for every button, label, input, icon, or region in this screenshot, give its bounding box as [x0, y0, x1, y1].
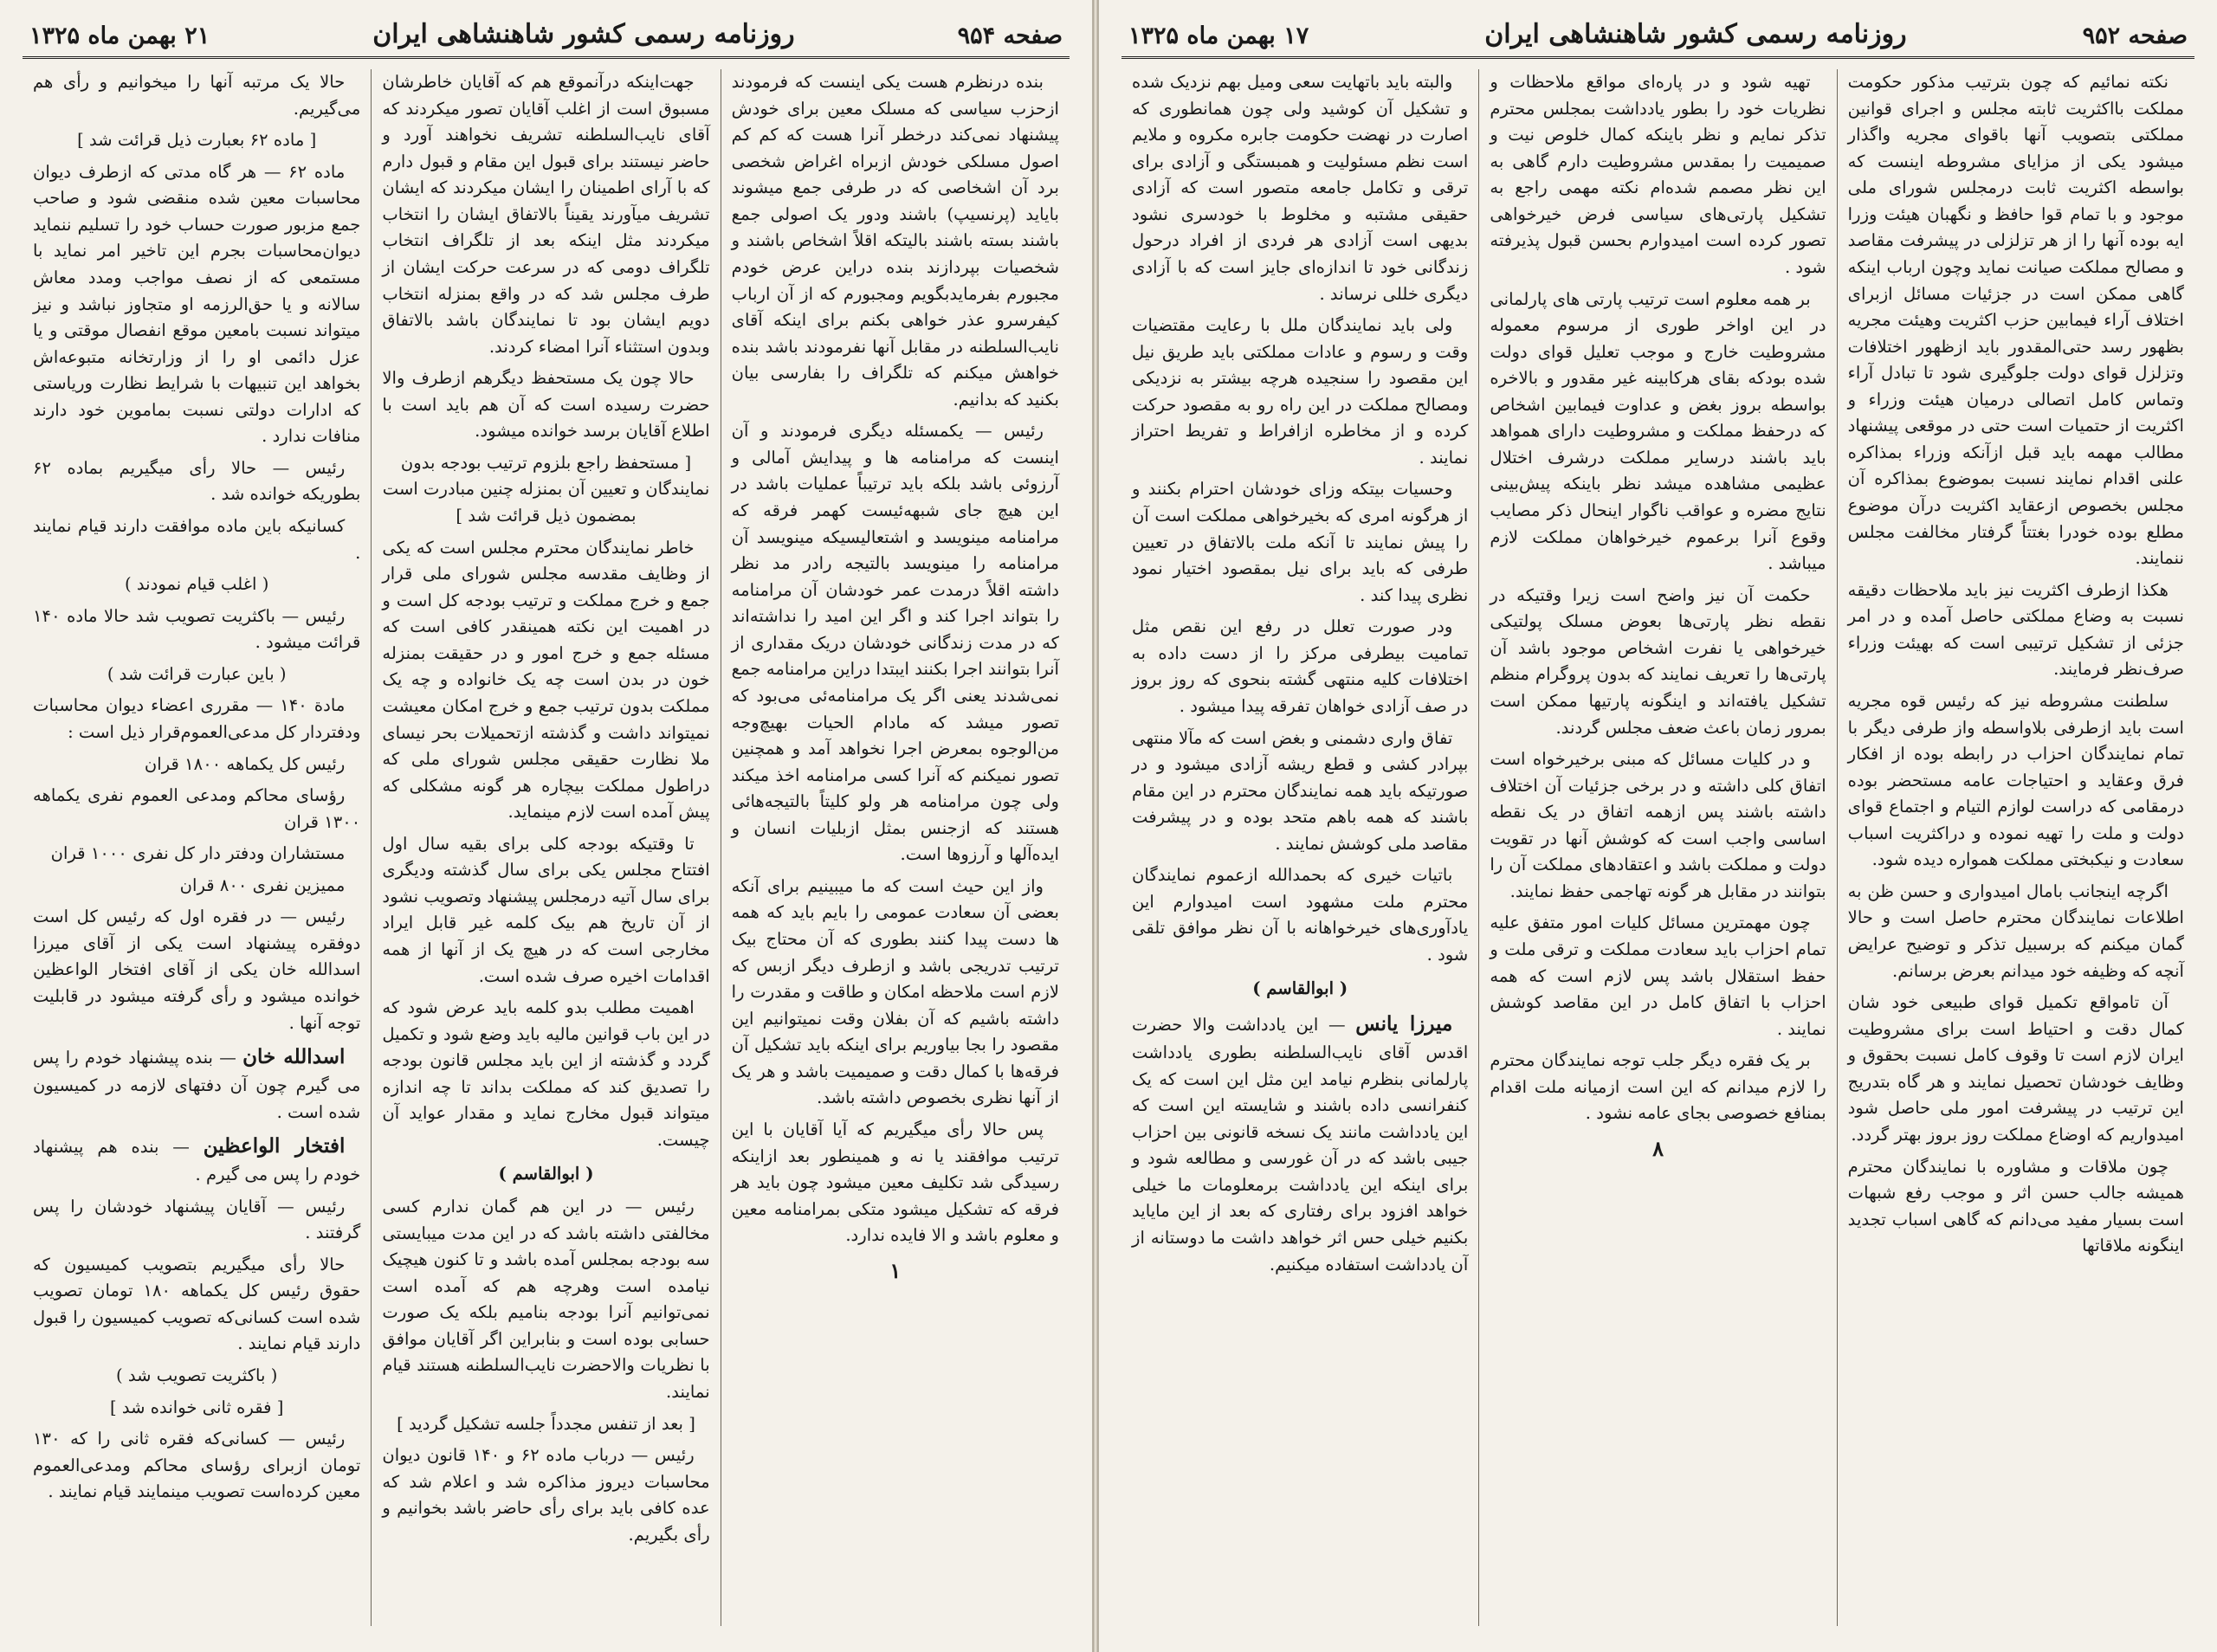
paragraph: سلطنت مشروطه نیز که رئیس قوه مجریه است باید ازطرفی بلاواسطه واز طرفی دیگر با تمام نمایندگان احزاب در رابطه بوده از افکار فرق وعقاید و احتیاجات عامه مستحضر بوده درمقامی که دراست لوازم التیام و اجتماع قوای دولت و ملت را تهیه نموده و دراکثریت اسباب سعادت و نیکبختی مملکت همواره دیده شود.: [1847, 690, 2184, 870]
speaker-paragraph: رئیس — در فقره اول که رئیس کل است دوفقره پیشنهاد است یکی از آقای میرزا اسدالله خان یکی از آقای افتخار الواعظین خوانده میشود و رأی گرفته میشود در قابلیت توجه آنها .: [33, 907, 361, 1033]
speaker-paragraph: رئیس — آقایان پیشنهاد خودشان را پس گرفتند .: [33, 1196, 361, 1243]
right-page-header: [1121, 19, 2194, 59]
salary-line: رئیس کل یکماهه ۱۸۰۰ قران: [144, 753, 346, 774]
right-column-2: [1478, 69, 1836, 1626]
left-page-number: صفحه ۹۵۴: [957, 23, 1063, 49]
right-column-1: [1837, 69, 2194, 1626]
right-column-3: [1121, 69, 1478, 1626]
speaker-paragraph: رئیس — حالا رأی میگیریم بماده ۶۲ بطوریکه خوانده شد .: [33, 457, 361, 505]
paragraph: بر یک فقره دیگر جلب توجه نمایندگان محترم را لازم میدانم که این است ازمیانه ملت اقدام بمنافع خصوصی بجای عامه نشود .: [1490, 1050, 1826, 1124]
left-column-2: [371, 69, 720, 1626]
left-page-header: [23, 19, 1070, 59]
paragraph: اگرچه اینجانب بامال امیدواری و حسن ظن به اطلاعات نمایندگان محترم حاصل است و حالا گمان میکنم که برسبیل تذکر و توضیح عرایض آنچه که وظیفه خود میدانم بعرض برسانم.: [1847, 881, 2184, 981]
speaker-entry: [33, 1131, 360, 1188]
left-page-date: ۲۱ بهمن ماه ۱۳۲۵: [29, 23, 210, 49]
right-page-number: صفحه ۹۵۲: [2082, 23, 2188, 49]
paragraph: اهمیت مطلب بدو کلمه باید عرض شود که در این باب قوانین مالیه باید وضع شود و تکمیل گردد و گذشته از این باید مجلس قانون بودجه را تصدیق کند که مملکت بداند تا چه اندازه میتواند قبول مخارج نماید و مقدار عواید آن چیست.: [382, 997, 710, 1150]
paragraph: وحسیات بیتکه وزای خودشان احترام بکنند و از هرگونه امری که بخیرخواهی مملکت است آن را پیش نمایند تا آنکه ملت بالاتفاق در تعیین طرفی که باید برای نیل بمقصود اختیار نمود نظری پیدا کند .: [1132, 479, 1469, 605]
paragraph: حالا چون یک مستحفظ دیگرهم ازطرف والا حضرت رسیده است که آن هم باید است با اطلاع آقایان برسد خوانده میشود.: [382, 368, 710, 442]
speaker-entry: [33, 1042, 360, 1126]
paragraph: چون ملاقات و مشاوره با نمایندگان محترم همیشه جالب حسن اثر و موجب رفع شبهات است بسیار مفید می‌دانم که گاهی اسباب تجدید اینگونه ملاقاتها: [1847, 1156, 2184, 1256]
speaker-text: — بنده هم پیشنهاد خودم را پس می گیرم .: [33, 1137, 361, 1184]
paragraph: و در کلیات مسائل که مبنی برخیرخواه است اتفاق کلی داشته و در برخی جزئیات آن اختلاف داشته باشند پس ازهمه اتفاق در یک نقطه اساسی واجب است که کوشش آنها در تقویت دولت و مملکت باشد و اعتقادهای مملکت آن را بتوانند در مقابل هر گونه تهاجمی حفظ نمایند.: [1490, 749, 1826, 901]
paragraph: ولی باید نمایندگان ملل با رعایت مقتضیات وقت و رسوم و عادات مملکتی باید طریق نیل این مقصود را سنجیده هرچه بیشتر به نزدیکی ومصالح مملکت در این راه رو به مقصود حرکت کرده و از مخاطره ازافراط و تفریط احتراز نمایند .: [1132, 315, 1469, 468]
paragraph: حالا یک مرتبه آنها را میخوانیم و رأی هم می‌گیریم.: [33, 72, 361, 119]
right-page-date: ۱۷ بهمن ماه ۱۳۲۵: [1128, 23, 1309, 49]
speaker-name: اسدالله خان: [242, 1045, 346, 1069]
bracket-note: [ فقره ثانی خوانده شد ]: [109, 1397, 284, 1417]
left-page-masthead: روزنامه رسمی کشور شاهنشاهی ایران: [372, 19, 795, 49]
page-footer-number: ۱: [889, 1257, 902, 1283]
article-paragraph: ماده ۶۲ — هر گاه مدتی که ازطرف دیوان محاسبات معین شده منقضی شود و صاحب جمع مزبور صورت حساب خود را تسلیم ننماید دیوان‌محاسبات بجرم این تاخیر امر نماید با مستمعی که از نصف مواجب ومدد معاش سالانه و یا حق‌الرزمه او متجاوز نباشد و نیز میتواند نسبت بامعین موقع انفصال موقتی و یا عزل دائمی او را از وزارتخانه متبوعه‌اش بخواهد این تنبیهات با شرایط نظارت وریاستی که ادارات دولتی نسبت بماموین خود دارند منافات ندارد .: [33, 161, 361, 447]
paragraph: ودر صورت تعلل در رفع این نقص مثل تمامیت بیطرفی مرکز را از دست داده به اختلافات کلیه منتهی گشته بنحوی که روز بروز در صف آزادی خواهان تفرقه پیدا میشود .: [1132, 616, 1469, 716]
right-page: [1098, 0, 2217, 1652]
bracket-note: ( باکثریت تصویب شد ): [116, 1365, 278, 1385]
speaker-text: — بنده پیشنهاد خودم را پس می گیرم چون آن دفتهای لازمه در کمیسیون شده است .: [33, 1048, 361, 1122]
signature: ( ابوالقاسم ): [1252, 978, 1348, 998]
paragraph: حکمت آن نیز واضح است زیرا وقتیکه در نقطه نظر پارتی‌ها بعوض مسلک پولتیکی خیرخواهی یا نفرت اشخاص موجود باشد آن پارتی‌ها را تعریف نمایند که بدون پروگرام منظم تشکیل یافته‌اند و اینگونه پارتیها ممکن است بمرور زمان باعث ضعف مجلس گردند.: [1490, 584, 1826, 738]
paragraph: واز این حیث است که ما میبینیم برای آنکه بعضی آن سعادت عمومی را بایم باید که همه ها دست پیدا کنند بطوری که آن محتاج بیک ترتیب تدریجی باشد و ازطرف دیگر ازبس که لازم است ملاحظه امکان و طاقت و مقدرت را داشته باشیم که آن بفلان وقت نمیتوانیم این مقصود را بجا بیاوریم برای اینکه باید تشکیل آن فرقه‌ها با کمال دقت و صمیمیت باشد و هر یک از آنها نظری بخصوص داشته باشد.: [731, 875, 1059, 1108]
article-paragraph: مادة ۱۴۰ — مقرری اعضاء دیوان محاسبات ودفتردار کل مدعی‌العموم‌قرار ذیل است :: [33, 695, 361, 742]
right-page-masthead: روزنامه رسمی کشور شاهنشاهی ایران: [1484, 19, 1907, 49]
speaker-paragraph: رئیس — کسانی‌که فقره ثانی را که ۱۳۰ تومان ازبرای رؤسای محاکم ومدعی‌العموم معین کرده‌است تصویب مینمایند قیام نمایند .: [33, 1429, 361, 1502]
bracket-note: [ بعد از تنفس مجدداً جلسه تشکیل گردید ]: [397, 1413, 695, 1434]
bracket-note: ( اغلب قیام نمودند ): [124, 574, 269, 595]
paragraph: کسانیکه باین ماده موافقت دارند قیام نمایند .: [33, 516, 361, 563]
paragraph: باتیات خیری که بحمدالله ازعموم نمایندگان محترم ملت مشهود است امیدوارم این یادآوری‌های خیرخواهانه با آن نظر موافق تلقی شود .: [1132, 865, 1469, 965]
paragraph: والبته باید باتهایت سعی ومیل بهم نزدیک شده و تشکیل آن کوشید ولی چون همانطوری که اصارت در نهضت حکومت جابره مکروه و ملایم است نظم مسئولیت و همبستگی و آزادی برای ترقی و تکامل جامعه متصور است که آزادی حقیقی مشتبه و مخلوط با خودسری نشود بدیهی است آزادی هر فردی از افراد درحول زندگانی خود تا اندازه‌ای جایز است که با آزادی دیگری خللی نرساند .: [1132, 72, 1469, 304]
page-footer-number: ۸: [1652, 1135, 1664, 1161]
left-page-columns: [23, 69, 1070, 1626]
paragraph: پس حالا رأی میگیریم که آیا آقایان با این ترتیب موافقند یا نه و همینطور بعد ازاینکه رسیدگی شد تکلیف معین میشود چون باید هر فرقه که تشکیل میشود متکی بمرامنامه معین و معلوم باشد و الا فایده ندارد.: [731, 1119, 1059, 1246]
left-column-3: [23, 69, 371, 1626]
paragraph: بر همه معلوم است ترتیب پارتی های پارلمانی در این اواخر طوری از مرسوم معموله مشروطیت خارج و موجب تعلیل قوای دولت شده بودکه بقای هرکابینه غیر مقدور و بالاخره بواسطه بروز بغض و عداوت فیمابین اشخاص که درحفظ مملکت و مشروطیت دارای همواهد باید باشند درسایر مملکت درشرف اختلال عظیمی مشاهده میشد نظر باینکه پیش‌بینی نتایج مضره و عواقب ناگوار اینحال ذکر مصایب وقوع آنرا برعموم خیرخواهان مملکت لازم میباشد .: [1490, 288, 1826, 574]
paragraph: بنده درنظرم هست یکی اینست که فرمودند ازحزب سیاسی که مسلک معین برای خودش پیشنهاد نمی‌کند درخطر آنرا هست که کم کم اصول مسلکی خودش ازبراه اغراض شخصی برد آن اشخاصی که در طرفی جمع میشوند بایاید (پرنسیپ) باشند ودور یک اصولی جمع باشند بسته باشند بالیتکه اقلاً اشخاص باشند و شخصیات بپردازند بنده دراین عرض خودم مجبورم بفرمایدبگویم ومجبورم که از آن ارباب کیفرسرو عذر خواهی بکنم برای اینکه آقای نایب‌السلطنه در مقابل آنها نفرمودند باشد بنده خواهش میکنم که تلگراف را بفارسی بیان بکنید که بدانیم.: [731, 72, 1059, 410]
paragraph: آن تامواقع تکمیل قوای طبیعی خود شان کمال دقت و احتیاط است برای مشروطیت ایران لازم است تا وقوف کامل نسبت بحقوق و وظایف خودشان تحصیل نمایند و هر گاه بتدریج این ترتیب در پیشرفت امور ملی حاصل شود امیدواریم که اوضاع مملکت روز بروز بهتر گردد.: [1847, 992, 2184, 1145]
paragraph: جهت‌اینکه درآنموقع هم که آقایان خاطرشان مسبوق است از اغلب آقایان تصور میکردند که آقای نایب‌السلطنه تشریف نخواهند آورد و حاضر نیستند برای قبول این مقام و قبول دارم که با آرای اطمینان را ایشان میکردند که ایشان تشریف میآورند یقیناً بالاتفاق ایشان را انتخاب میکردند مثل اینکه بعد از تلگراف انتخاب تلگراف دومی که در سرعت حرکت ایشان از طرف مجلس شد که در واقع بمنزله انتخاب دویم ایشان بود تا نمایندگان باشد بالاتفاق وبدون استثناء آنرا امضاء کردند.: [382, 72, 710, 357]
speaker-paragraph: رئیس — باکثریت تصویب شد حالا ماده ۱۴۰ قرائت میشود .: [33, 605, 361, 653]
speaker-name: میرزا یانس: [1355, 1012, 1453, 1036]
speaker-text: — این یادداشت والا حضرت اقدس آقای نایب‌السلطنه بطوری یادداشت پارلمانی بنظرم نیامد این مثل این است که یک کنفرانسی داده باشند و شایسته این است که این یادداشت مانند یک نسخه قانونی بین احزاب جیبی باشد که در آن غورسی و مطالعه شود و برای اینکه این یادداشت برمعلومات ما خیلی خواهد افزود برای رفتاری که بعد از این مایاید بکنیم خیلی حس اثر خواهد داشت ما دوستانه از آن یادداشت استفاده میکنیم.: [1132, 1015, 1469, 1274]
bracket-note: ( باین عبارت قرائت شد ): [107, 663, 287, 684]
right-page-columns: [1121, 69, 2194, 1626]
paragraph: تا وقتیکه بودجه کلی برای بقیه سال اول افتتاح مجلس یکی برای سال گذشته ودیگری برای سال آتیه درمجلس پیشنهاد وتصویب نشود از آن تاریخ هم بیک کلمه غیر قابل ایراد مخارجی است که در هیچ یک از آنها از همه اقدامات اخیره صرف شده است.: [382, 833, 710, 986]
salary-line: رؤسای محاکم ومدعی العموم نفری یکماهه ۱۳۰۰ قران: [33, 785, 361, 832]
paragraph: نکته نمائیم که چون بترتیب مذکور حکومت مملکت بااکثریت ثابته مجلس و اجرای قوانین مملکتی بتصویب آنها باقوای مجریه واگذار میشود یکی از مزایای مشروطه اینست که بواسطه اکثریت ثابت درمجلس شورای ملی موجود و با تمام قوا حافظ و نگهبان هیئت وزرا ایه بوده آنها را از هر تزلزلی در پیشرفت مقاصد و مصالح مملکت صیانت نماید وچون ارباب اینکه گاهی ممکن است در جزئیات مسائل ازبرای اختلاف آراء فیمابین حزب اکثریت وهیئت مجریه بظهور رسد حتی‌المقدور باید ازظهور اختلافات وتزلزل قوای دولت جلوگیری شود تا تبادل آراء وتماس کامل اتصالی درمیان هیئت وزراء و اکثریت از حتمیات است حتی در موقعی پیشنهاد مطالب مهمه باید قبل ازآنکه وزراء بمذاکره علنی اقدام نمایند نسبت بموضوع بمذاکره آن مجلس بخصوص ازعقاید اکثریت درآن موضوع مطلع بوده خودرا بغتتاً گرفتار مخالفت مجلس ننمایند.: [1847, 72, 2184, 569]
bracket-note: [ ماده ۶۲ بعبارت ذیل قرائت شد ]: [77, 130, 317, 151]
left-page: [0, 0, 1093, 1652]
speaker-name: افتخار الواعظین: [203, 1134, 346, 1158]
paragraph: رئیس — یکمسئله دیگری فرمودند و آن اینست که مرامنامه ها و پیدایش آمالی و آرزوئی باشد بلکه باید ترتیباً عملیات باشد در این هیچ جای شبهه‌ئیست کهمر فرقه که مرامنامه مینویسد و اشتعالیسیکه مینویسد آن مرامنامه را مینویسد بالتیجه رادر مد نظر داشته اقلاً درمدت عمر خودشان آن مرامنامه را بتواند اجرا کند و اگر این امید را نداشته‌اند که در مدت زندگانی خودشان دریک مقداری از آنرا بتوانند اجرا بکنند ایبتدا دراین مرامنامه جمع نمی‌شدند یعنی اگر یک مرامنامه‌ئی می‌بود که تصور میشد که مادام الحیات بهیچ‌وجه من‌الوجوه بمعرض اجرا نخواهد آمد و همچنین تصور نمیکنم که آنرا کسی مرامنامه اخذ میکند ولی چون مرامنامه هر ولو کلیتاً بالتیجه‌هائی هستند که ازجنس بمثل ازبلیات انسان و ایده‌آلها و آرزوها است.: [731, 421, 1059, 865]
paragraph: تفاق واری دشمنی و بغض است که مآلا منتهی بپرادر کشی و قطع ریشه آزادی میشود و در صورتیکه باید همه نمایندگان محترم در این مقام باشند که همه باهم متحد بوده و در پیشرفت مقاصد ملی کوشش نمایند .: [1132, 727, 1469, 854]
paragraph: چون مهمترین مسائل کلیات امور متفق علیه تمام احزاب باید سعادت مملکت و ترقی ملت و حفظ استقلال باشد پس لازم است که همه احزاب با اتفاق کامل در این مقاصد کوشش نمایند .: [1490, 913, 1826, 1039]
speaker-paragraph: رئیس — درباب ماده ۶۲ و ۱۴۰ قانون دیوان محاسبات دیروز مذاکره شد و اعلام شد که عده کافی باید برای رأی حاضر باشد بخوانیم و رأی بگیریم.: [382, 1445, 710, 1545]
paragraph: تهیه شود و در پاره‌ای مواقع ملاحظات و نظریات خود را بطور یادداشت بمجلس محترم تذکر نمایم و نظر باینکه کمال خلوص نیت و صمیمیت را بمقدس مشروطیت دارم گاهی به این نظر مصمم شده‌ام نکته مهمی راجع به تشکیل پارتی‌های سیاسی فرض خیرخواهی تصور کرده است امیدوارم بحسن قبول پذیرفته شود .: [1490, 72, 1826, 277]
salary-line: ممیزین نفری ۸۰۰ قران: [179, 874, 346, 895]
salary-line: مستشاران ودفتر دار کل نفری ۱۰۰۰ قران: [50, 843, 346, 864]
signature: ( ابوالقاسم ): [498, 1163, 594, 1184]
bracket-note: [ مستحفظ راجع بلزوم ترتیب بودجه بدون نمایندگان و تعیین آن بمنزله چنین مبادرت است بمضمون ذیل قرائت شد ]: [382, 452, 710, 526]
paragraph: هکذا ازطرف اکثریت نیز باید ملاحظات دقیقه نسبت به وضاع مملکتی حاصل آمده و در امر جزئی از تشکیل ترتیبی است که بهیئت وزراء صرف‌نظر فرمایند.: [1847, 579, 2184, 680]
left-column-1: [721, 69, 1070, 1626]
paragraph: حالا رأی میگیریم بتصویب کمیسیون که حقوق رئیس کل یکماهه ۱۸۰ تومان تصویب شده است کسانی‌که تصویب کمیسیون را قبول دارند قیام نمایند .: [33, 1254, 361, 1354]
paragraph: خاطر نمایندگان محترم مجلس است که یکی از وظایف مقدسه مجلس شورای ملی قرار جمع و خرج مملکت و ترتیب بودجه کل است و در اهمیت این نکته همینقدر کافی است که مسئله جمع و خرج امور و در حقیقت بمنزله خون در بدن است چه یک خانواده و چه یک مملکت بدون ترتیب جمع و خرج امکان معیشت نمیتواند داشت و گذشته ازتحمیلات بحر نیسای ملا نظارت حقیقی مجلس شورای ملی که دراطول مملکت بیچاره هر گونه مشکلی که پیش آمده است لازم مینماید.: [382, 537, 710, 823]
speaker-entry: [1132, 1009, 1468, 1278]
speaker-paragraph: رئیس — در این هم گمان ندارم کسی مخالفتی داشته باشد که در این مدت میبایستی سه بودجه بمجلس آمده باشد و تا کنون هیچیک نیامده است وهرچه هم که آمده است نمی‌توانیم آنرا بودجه بنامیم بلکه یک صورت حسابی بوده است و بنابراین اگر آقایان موافق با نظریات والاحضرت نایب‌السلطنه هستند قیام نمایند.: [382, 1197, 710, 1402]
